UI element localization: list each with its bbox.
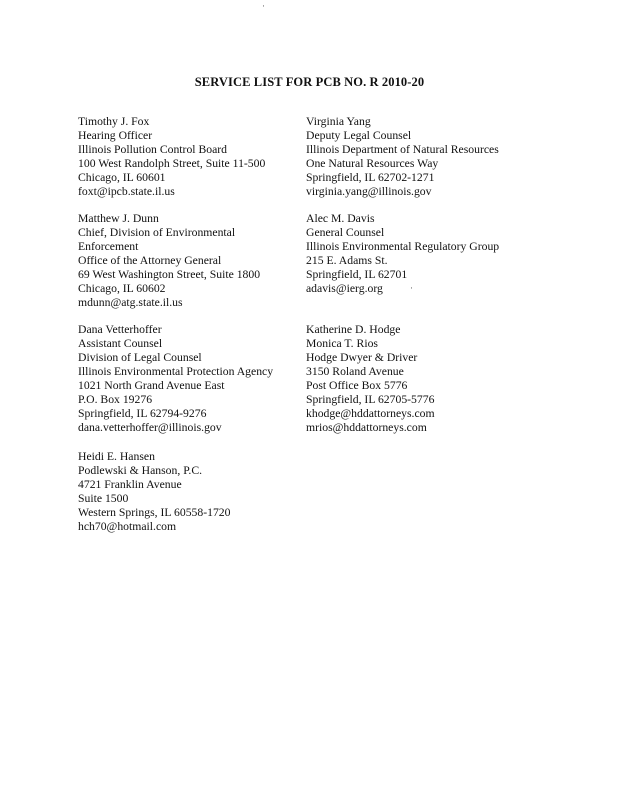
contact-title: Assistant Counsel xyxy=(78,337,163,350)
service-entry xyxy=(306,115,499,199)
page-title: SERVICE LIST FOR PCB NO. R 2010-20 xyxy=(194,75,425,89)
contact-email: dana.vetterhoffer@illinois.gov xyxy=(78,421,222,434)
contact-name: Alec M. Davis xyxy=(306,212,375,225)
scan-mark: · xyxy=(262,1,265,11)
contact-po-box: P.O. Box 19276 xyxy=(78,393,153,406)
contact-address: 4721 Franklin Avenue xyxy=(78,478,182,491)
contact-email: adavis@ierg.org xyxy=(306,282,383,295)
contact-name: Dana Vetterhoffer xyxy=(78,323,162,336)
service-entry xyxy=(78,115,265,199)
contact-suite: Suite 1500 xyxy=(78,492,129,505)
service-entry xyxy=(306,323,435,435)
contact-organization: Podlewski & Hanson, P.C. xyxy=(78,464,203,477)
service-entry xyxy=(78,212,260,310)
contact-city: Chicago, IL 60601 xyxy=(78,171,166,184)
contact-name: Timothy J. Fox xyxy=(78,115,150,128)
contact-organization: Illinois Pollution Control Board xyxy=(78,143,228,156)
contact-address: One Natural Resources Way xyxy=(306,157,439,170)
service-entry xyxy=(78,450,231,534)
contact-city: Springfield, IL 62705-5776 xyxy=(306,393,435,406)
contact-name: Katherine D. Hodge xyxy=(306,323,401,336)
contact-organization: Illinois Environmental Protection Agency xyxy=(78,365,274,378)
contact-name: Monica T. Rios xyxy=(306,337,378,350)
contact-email: mdunn@atg.state.il.us xyxy=(78,296,183,309)
scan-mark: · xyxy=(410,283,413,293)
contact-name: Matthew J. Dunn xyxy=(78,212,159,225)
contact-division: Division of Legal Counsel xyxy=(78,351,202,364)
contact-email: hch70@hotmail.com xyxy=(78,520,177,533)
contact-address: 1021 North Grand Avenue East xyxy=(78,379,225,392)
contact-address: 215 E. Adams St. xyxy=(306,254,388,267)
contact-name: Heidi E. Hansen xyxy=(78,450,155,463)
contact-email: foxt@ipcb.state.il.us xyxy=(78,185,175,198)
contact-city: Springfield, IL 62794-9276 xyxy=(78,407,207,420)
contact-po-box: Post Office Box 5776 xyxy=(306,379,408,392)
contact-email: virginia.yang@illinois.gov xyxy=(306,185,432,198)
contact-address: 100 West Randolph Street, Suite 11-500 xyxy=(78,157,266,170)
contact-title: Enforcement xyxy=(78,240,139,253)
contact-city: Springfield, IL 62702-1271 xyxy=(306,171,435,184)
contact-email: khodge@hddattorneys.com xyxy=(306,407,435,420)
contact-address: 69 West Washington Street, Suite 1800 xyxy=(78,268,261,281)
service-entry xyxy=(306,212,499,296)
contact-city: Western Springs, IL 60558-1720 xyxy=(78,506,231,519)
contact-organization: Illinois Environmental Regulatory Group xyxy=(306,240,500,253)
contact-title: General Counsel xyxy=(306,226,385,239)
contact-organization: Illinois Department of Natural Resources xyxy=(306,143,499,156)
contact-name: Virginia Yang xyxy=(306,115,371,128)
contact-organization: Office of the Attorney General xyxy=(78,254,222,267)
contact-title: Deputy Legal Counsel xyxy=(306,129,412,142)
contact-email: mrios@hddattorneys.com xyxy=(306,421,427,434)
contact-address: 3150 Roland Avenue xyxy=(306,365,404,378)
contact-title: Hearing Officer xyxy=(78,129,153,142)
contact-title: Chief, Division of Environmental xyxy=(78,226,236,239)
contact-city: Springfield, IL 62701 xyxy=(306,268,408,281)
service-entry xyxy=(78,323,273,435)
contact-city: Chicago, IL 60602 xyxy=(78,282,166,295)
contact-organization: Hodge Dwyer & Driver xyxy=(306,351,418,364)
